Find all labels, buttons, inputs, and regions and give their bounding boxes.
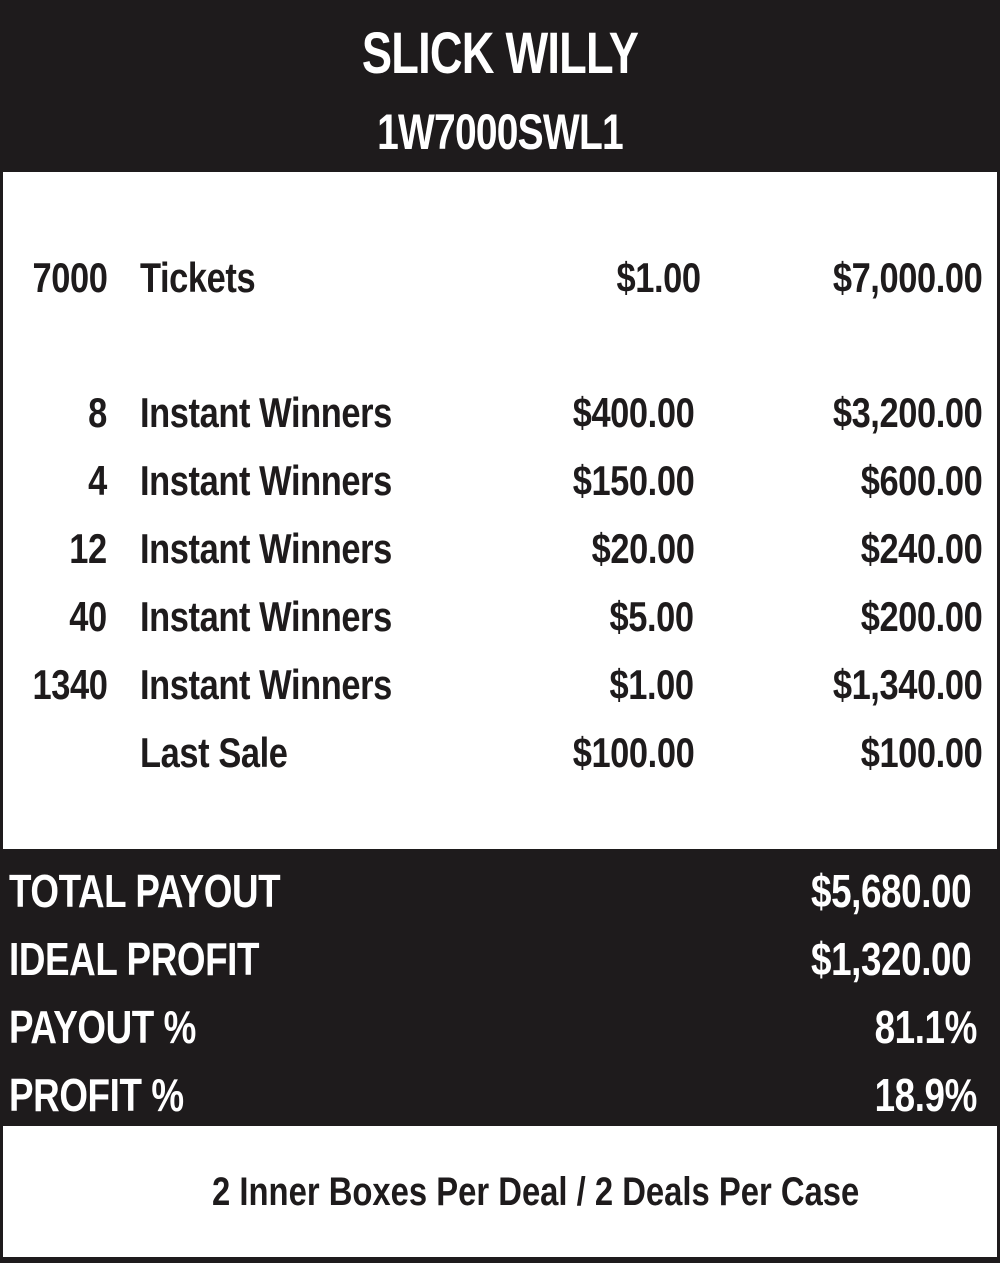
- winner-price: $1.00: [609, 661, 694, 708]
- tickets-label: Tickets: [140, 254, 256, 301]
- winner-total: $600.00: [860, 457, 982, 504]
- footer-note: [3, 1162, 997, 1222]
- winner-qty: 40: [69, 593, 107, 640]
- game-code: 1W7000SWL1: [377, 104, 623, 160]
- winner-qty: 12: [69, 525, 107, 572]
- profit-percent-row: [3, 1062, 997, 1128]
- winner-row: [3, 383, 997, 443]
- tickets-row: [3, 248, 997, 308]
- ideal-profit-label: IDEAL PROFIT: [9, 933, 260, 985]
- winner-row: [3, 587, 997, 647]
- winner-price: $400.00: [572, 389, 694, 436]
- header-banner: [3, 6, 997, 172]
- winner-row: [3, 451, 997, 511]
- last-sale-label: Last Sale: [140, 729, 288, 776]
- winner-label: Instant Winners: [140, 661, 392, 708]
- winner-label: Instant Winners: [140, 593, 392, 640]
- payout-percent-row: [3, 994, 997, 1060]
- winner-price: $150.00: [572, 457, 694, 504]
- winner-total: $240.00: [860, 525, 982, 572]
- payout-percent-value: 81.1%: [874, 1001, 977, 1053]
- winner-qty: 1340: [32, 661, 107, 708]
- ideal-profit-row: [3, 926, 997, 992]
- winner-price: $20.00: [591, 525, 694, 572]
- tickets-price: $1.00: [616, 254, 701, 301]
- winner-total: $1,340.00: [832, 661, 982, 708]
- winner-qty: 4: [88, 457, 107, 504]
- tickets-total: $7,000.00: [832, 254, 982, 301]
- winner-label: Instant Winners: [140, 525, 392, 572]
- summary-block: [3, 849, 997, 1126]
- winner-label: Instant Winners: [140, 457, 392, 504]
- profit-percent-value: 18.9%: [874, 1069, 977, 1121]
- game-title: SLICK WILLY: [361, 21, 639, 86]
- total-payout-value: $5,680.00: [810, 865, 971, 917]
- winner-total: $3,200.00: [832, 389, 982, 436]
- winner-qty: 8: [88, 389, 107, 436]
- total-payout-row: [3, 858, 997, 924]
- winner-row: [3, 655, 997, 715]
- winner-row: [3, 519, 997, 579]
- total-payout-label: TOTAL PAYOUT: [9, 865, 281, 917]
- footer-text: 2 Inner Boxes Per Deal / 2 Deals Per Case: [212, 1170, 860, 1214]
- profit-percent-label: PROFIT %: [9, 1069, 184, 1121]
- payout-percent-label: PAYOUT %: [9, 1001, 196, 1053]
- winner-total: $200.00: [860, 593, 982, 640]
- tickets-qty: 7000: [32, 254, 107, 301]
- last-sale-price: $100.00: [572, 729, 694, 776]
- last-sale-total: $100.00: [860, 729, 982, 776]
- last-sale-row: [3, 723, 997, 783]
- ideal-profit-value: $1,320.00: [810, 933, 971, 985]
- winner-label: Instant Winners: [140, 389, 392, 436]
- winner-price: $5.00: [609, 593, 694, 640]
